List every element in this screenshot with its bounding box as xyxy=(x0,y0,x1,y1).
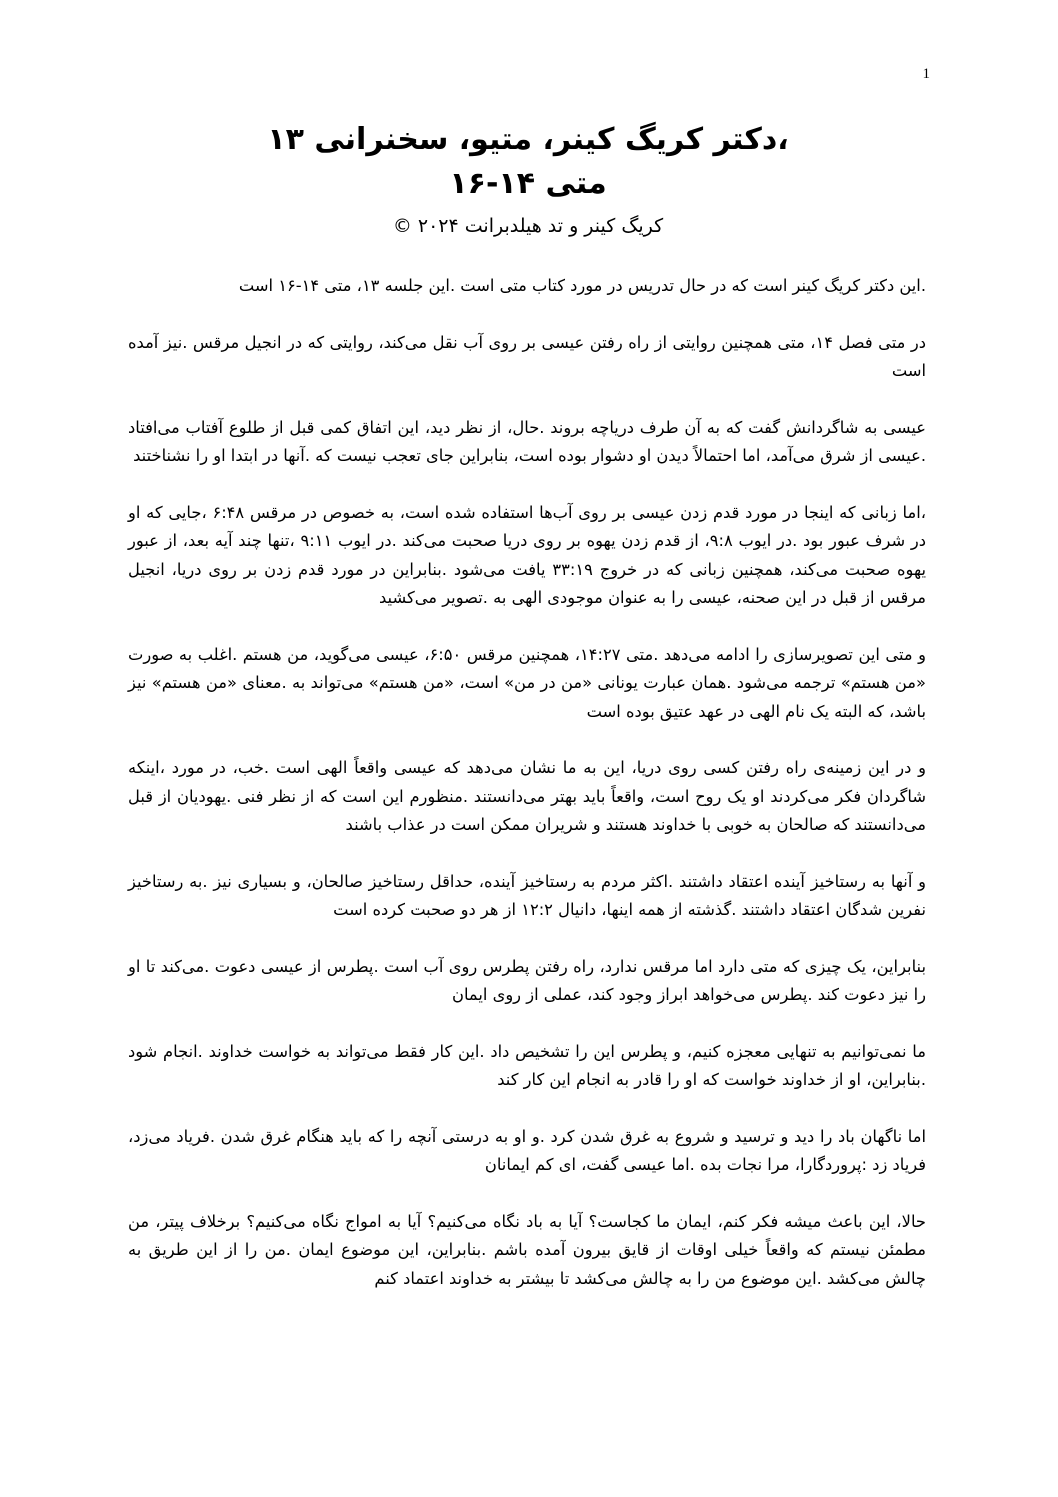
paragraph-5: و متی این تصویرسازی را ادامه می‌دهد .متی ۱۴:۲۷، همچنین مرقس ۶:۵۰، عیسی می‌گوید، من هستم .اغلب به صورت «من هستم» ترجمه می‌شود .همان عبارت یونانی «من در من» است، «من هستم» می‌تواند به .معنای «من هستم» نیز باشد، که البته یک نام الهی در عهد عتیق بوده است xyxy=(128,644,926,721)
paragraph-10: اما ناگهان باد را دید و ترسید و شروع به غرق شدن کرد .و او به درستی آنچه را که باید هنگام غرق شدن .فریاد می‌زد، فریاد زد :پروردگارا، مرا نجات بده .اما عیسی گفت، ای کم ایمانان xyxy=(128,1126,926,1174)
paragraph-9: ما نمی‌توانیم به تنهایی معجزه کنیم، و پطرس این را تشخیص داد .این کار فقط می‌تواند به خواست خداوند .انجام شود .بنابراین، او از خداوند خواست که او را قادر به انجام این کار کند xyxy=(128,1041,926,1089)
paragraph-7: و آنها به رستاخیز آینده اعتقاد داشتند .اکثر مردم به رستاخیز آینده، حداقل رستاخیز صالحان، و بسیاری نیز .به رستاخیز نفرین شدگان اعتقاد داشتند .گذشته از همه اینها، دانیال ۱۲:۲ از هر دو صحبت کرده است xyxy=(128,871,926,919)
paragraph-11: حالا، این باعث میشه فکر کنم، ایمان ما کجاست؟ آیا به باد نگاه می‌کنیم؟ آیا به امواج نگاه می‌کنیم؟ برخلاف پیتر، من مطمئن نیستم که واقعاً خیلی اوقات از قایق بیرون آمده باشم .بنابراین، این موضوع ایمان .من را از این طریق به چالش می‌کشد .این موضوع من را به چالش می‌کشد تا بیشتر به خداوند اعتماد کنم xyxy=(128,1211,926,1288)
copyright-line: کریگ کینر و تد هیلدبرانت ۲۰۲۴ © xyxy=(392,215,664,237)
paragraph-8: بنابراین، یک چیزی که متی دارد اما مرقس ندارد، راه رفتن پطرس روی آب است .پطرس از عیسی دعوت .می‌کند تا او را نیز دعوت کند .پطرس می‌خواهد ابراز وجود کند، عملی از روی ایمان xyxy=(128,956,926,1004)
paragraph-4: ،اما زبانی که اینجا در مورد قدم زدن عیسی بر روی آب‌ها استفاده شده است، به خصوص در مرقس ۶:۴۸ ،جایی که او در شرف عبور بود .در ایوب ۹:۸، از قدم زدن یهوه بر روی دریا صحبت می‌کند .در ایوب ۹:۱۱ ،تنها چند آیه بعد، از عبور یهوه صحبت می‌کند، همچنین زبانی که در خروج ۳۳:۱۹ یافت می‌شود .بنابراین در مورد قدم زدن بر روی دریا، انجیل مرقس از قبل در این صحنه، عیسی را به عنوان موجودی الهی به .تصویر می‌کشید xyxy=(128,502,927,607)
paragraph-3: عیسی به شاگردانش گفت که به آن طرف دریاچه بروند .حال، از نظر دید، این اتفاق کمی قبل از طلوع آفتاب می‌افتاد .عیسی از شرق می‌آمد، اما احتمالاً دیدن او دشوار بوده است، بنابراین جای تعجب نیست که .آنها در ابتدا او را نشناختند xyxy=(128,417,926,465)
body-text xyxy=(128,272,926,1321)
paragraph-1: .این دکتر کریگ کینر است که در حال تدریس در مورد کتاب متی است .این جلسه ۱۳، متی ۱۴-۱۶ است xyxy=(238,276,926,295)
paragraph-2: در متی فصل ۱۴، متی همچنین روایتی از راه رفتن عیسی بر روی آب نقل می‌کند، روایتی که در انجیل مرقس .نیز آمده است xyxy=(128,332,927,380)
title-block xyxy=(128,118,928,242)
document-title: ،دکتر کریگ کینر، متیو، سخنرانی ۱۳ xyxy=(267,122,789,157)
page-number: 1 xyxy=(922,66,930,82)
document-subtitle: متی ۱۴-۱۶ xyxy=(449,166,607,201)
paragraph-6: و در این زمینه‌ی راه رفتن کسی روی دریا، این به ما نشان می‌دهد که عیسی واقعاً الهی است .خب، در مورد ،اینکه شاگردان فکر می‌کردند او یک روح است، واقعاً باید بهتر می‌دانستند .منظورم این است که از نظر فنی .یهودیان از قبل می‌دانستند که صالحان به خوبی با خداوند هستند و شریران ممکن است در عذاب باشند xyxy=(128,758,926,834)
